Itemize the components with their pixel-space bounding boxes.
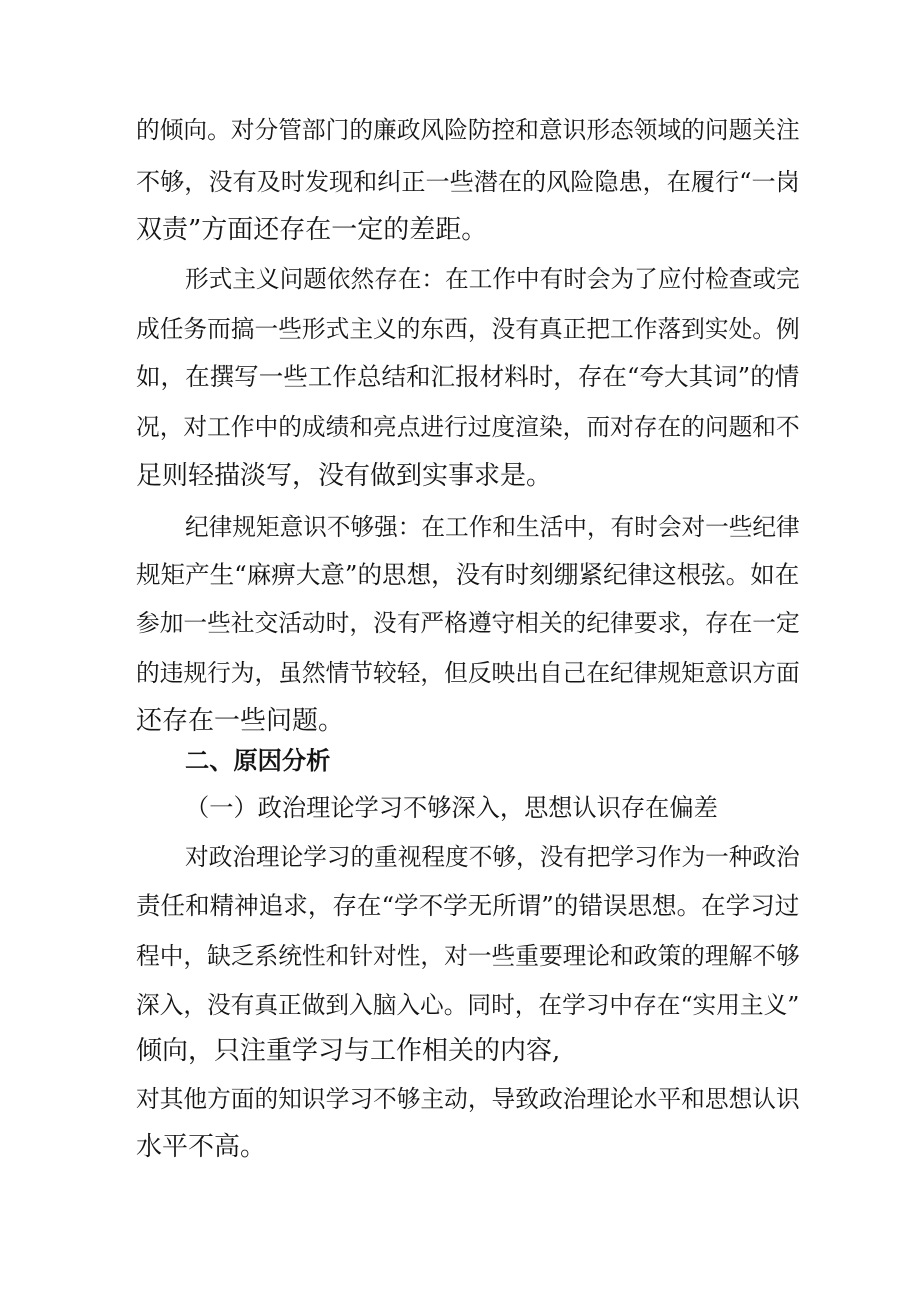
subsection-heading: （一）政治理论学习不够深入，思想认识存在偏差 [185,794,718,822]
text-line: 双责”方面还存在一定的差距。 [136,215,488,245]
text-line: 纪律规矩意识不够强：在工作和生活中，有时会对一些纪律 [185,513,800,541]
text-line: 程中，缺乏系统性和针对性，对一些重要理论和政策的理解不够 [136,942,800,970]
text-line: 形式主义问题依然存在：在工作中有时会为了应付检查或完 [185,265,800,293]
text-line: 还存在一些问题。 [136,706,345,736]
text-line: 倾向，只注重学习与工作相关的内容, [136,1036,561,1066]
text-line: 对政治理论学习的重视程度不够，没有把学习作为一种政治 [185,843,800,871]
text-line: 不够，没有及时发现和纠正一些潜在的风险隐患，在履行“一岗 [136,168,800,196]
text-line: 的倾向。对分管部门的廉政风险防控和意识形态领域的问题关注 [136,116,800,144]
text-line: 如，在撰写一些工作总结和汇报材料时，存在“夸大其词”的情 [136,362,800,391]
section-heading: 二、原因分析 [185,746,331,775]
text-line: 规矩产生“麻痹大意”的思想，没有时刻绷紧纪律这根弦。如在 [136,560,800,589]
text-line: 成任务而搞一些形式主义的东西，没有真正把工作落到实处。例 [136,315,800,343]
text-line: 参加一些社交活动时，没有严格遵守相关的纪律要求，存在一定 [136,609,800,637]
text-line: 水平不高。 [136,1132,267,1162]
text-line: 对其他方面的知识学习不够主动，导致政治理论水平和思想认识 [136,1085,800,1113]
text-line: 深入，没有真正做到入脑入心。同时，在学习中存在“实用主义” [136,991,800,1019]
text-line: 足则轻描淡写，没有做到实事求是。 [136,461,553,491]
text-line: 的违规行为，虽然情节较轻，但反映出自己在纪律规矩意识方面 [136,659,800,687]
text-line: 责任和精神追求，存在“学不学无所谓”的错误思想。在学习过 [136,891,800,920]
text-line: 况，对工作中的成绩和亮点进行过度渲染，而对存在的问题和不 [136,413,800,441]
